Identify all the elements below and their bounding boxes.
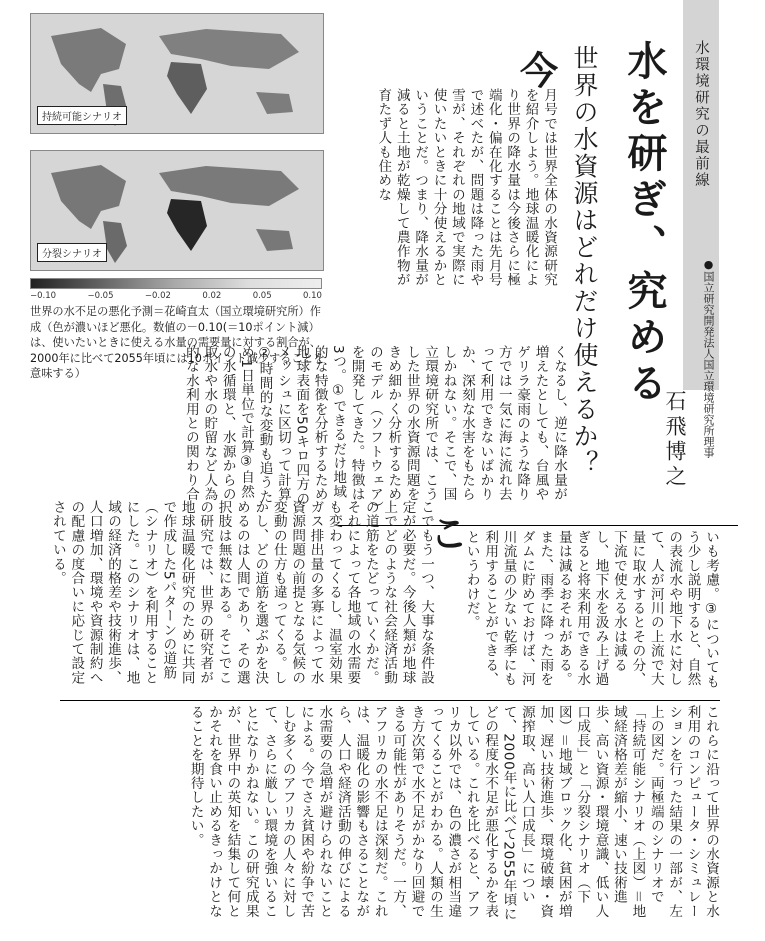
body-column: これらに沿って世界の水資源と水利用のコンピュータ・シミュレーションを行った結果の一部が、左上の図だ。両極端のシナリオで「持続可能シナリオ（上図）＝地域経済格差が縮小、速い技術進歩、高い資源・環境意識、低い人口成長」と「分裂シナリオ（下図）＝地域ブロック化、貧困が増加、遅い技術進歩、環境破壊・資源搾取、高い人口成長」について、2000年に比べて2055年頃にどの程度水不足が悪化するかを表している。これを比べると、アフリカ以外では、色の濃さが相当違ってくることがわかる。人類の生き方次第で水不足がかなり回避できる可能性がありそうだ。一方、アフリカの水不足は深刻だ。これは、温暖化の影響もさることながら、人口や経済活動の伸びによる水需要の急増が避けられないことによる。今でさえ貧困や紛争で苦しむ多くのアフリカの人々に対して、さらに厳しい環境を強いることになりかねない。この研究成果が、世界中の英知を結集して何とかそれを食い止めるきっかけとなることを期待したい。 xyxy=(187,705,719,921)
map-label-fragmented: 分裂シナリオ xyxy=(37,243,107,262)
map-fragmented-scenario xyxy=(30,150,324,271)
legend-tick: 0.02 xyxy=(202,291,222,301)
map-legend xyxy=(30,278,322,301)
legend-tick: −0.10 xyxy=(30,291,57,301)
body-column: こでもう一つ、大事な条件設定が必要だ。今後人類が地球上でどのような社会経済活動の道筋をたどっていくかだ。それによって各地域の水需要も変わってくるし、温室効果ガス排出量の多寡によって水資源問題の前提となる気候の変動の仕方も違ってくる。しかし、どの道筋を選ぶかを決めるのは人間であり、その選択肢は無数にある。そこでこの研究では、世界の研究者が地球温暖化研究のために共同で作成した5パターンの道筋（シナリオ）を利用することにした。このシナリオは、地域の経済的格差や技術進歩、人口増加、環境や資源制約への配慮の度合いに応じて設定されている。 xyxy=(49,500,434,685)
article-title: 水を研ぎ、究める xyxy=(621,40,668,408)
legend-tick: −0.02 xyxy=(144,291,171,301)
figure-caption: 世界の水不足の悪化予測＝花崎直太（国立環境研究所）作成（色が濃いほど悪化。数値の－0.10(＝10ポイント減）は、使いたいときに使える水量の需要量に対する割合が、2000年に比べて2055年頃には10ポイント減少することを意味する） xyxy=(30,305,325,380)
body-column: いも考慮。③についてもう少し説明すると、自然の表流水や地下水に対して、人が河川の上流で大量に取水するとその分、下流で使える水は減るし、地下水を汲み上げ過ぎると将来利用できる水量は減るおそれがある。また、雨季に降った雨をダムに貯めておけば、河川流量の少ない乾季にも利用することができる、というわけだ。 xyxy=(463,530,719,689)
legend-color-bar xyxy=(30,278,322,289)
map-sustainable-scenario xyxy=(30,13,324,134)
legend-tick: 0.10 xyxy=(303,291,322,301)
body-column: 月号では世界全体の水資源研究を紹介しよう。地球温暖化により世界の降水量は今後さらに極端化・偏在化することは先月号で述べたが、問題は降った雨や雪が、それぞれの地域で実際に使いたいときに十分使えるかということだ。つまり、降水量が減ると土地が乾燥して農作物が育たず人も住めな xyxy=(375,88,557,287)
author-name: 石飛博之 xyxy=(663,390,687,490)
map-label-sustainable: 持続可能シナリオ xyxy=(37,106,127,125)
dropcap: こ xyxy=(430,511,469,556)
divider xyxy=(60,700,720,701)
dropcap: 今 xyxy=(520,48,559,93)
body-column: くなるし、逆に降水量が増えたとしても、台風やゲリラ豪雨のような降り方では一気に海に流れ去って利用できないばかりか、深刻な水害をもたらしかねない。そこで、国立環境研究所では、こうした世界の水資源問題をきめ細かく分析するためのモデル（ソフトウェア）を開発してきた。特徴は3つ。①できるだけ地域的な特徴を分析するため地球表面を50キロ四方のメッシュに区切って計算②時間的な変動も追うため1日単位で計算③自然の水循環と、水源からの取水や水の貯留など人為的な水利用との関わり合 xyxy=(182,345,567,509)
legend-tick: 0.05 xyxy=(252,291,272,301)
author-affiliation: ●国立研究開発法人国立環境研究所理事 xyxy=(702,258,715,458)
series-tag: 水環境研究の最前線 xyxy=(693,40,709,189)
legend-tick: −0.05 xyxy=(87,291,114,301)
article-subtitle: 世界の水資源はどれだけ使えるか？ xyxy=(570,45,599,477)
